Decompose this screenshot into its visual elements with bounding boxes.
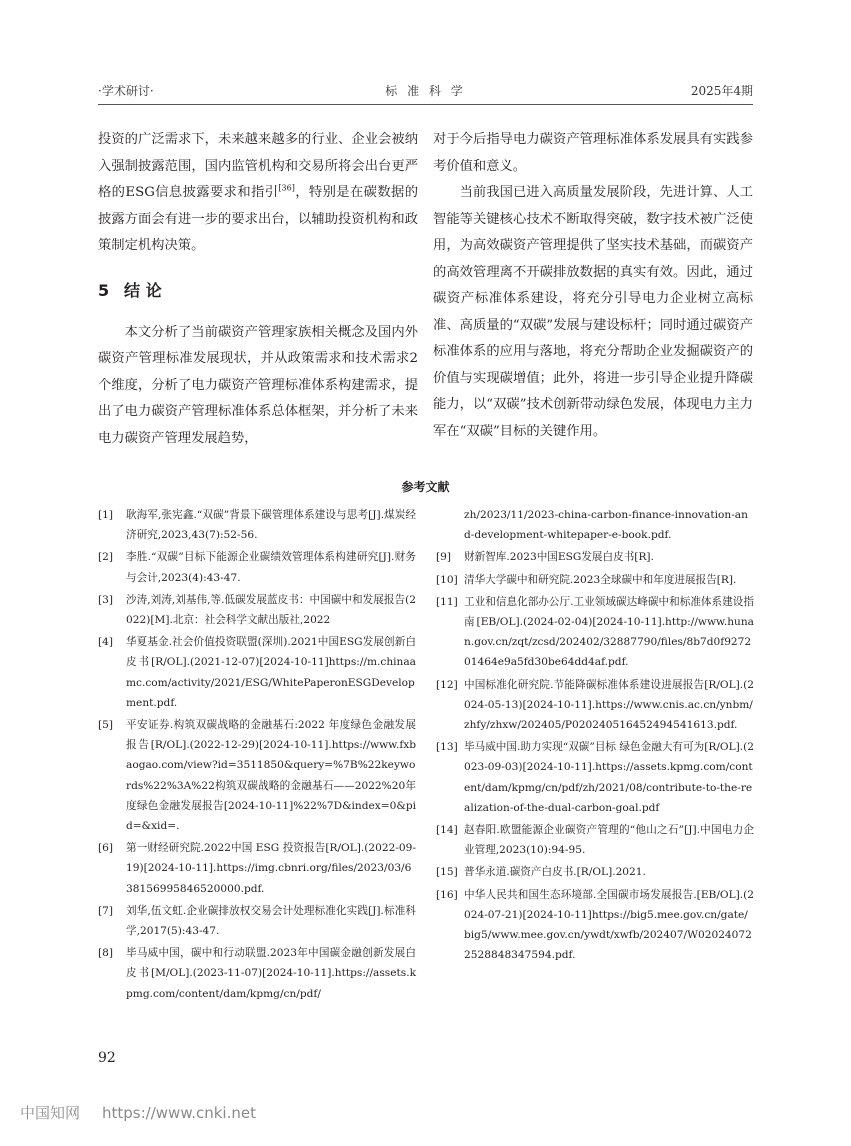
paragraph-right-2: 当前我国已进入高质量发展阶段，先进计算、人工智能等关键核心技术不断取得突破，数字技术被广泛使用，为高效碳资产管理提供了坚实技术基础，而碳资产的高效管理离不开碳排放数据的真实有效。因此，通过碳资产标准体系建设，将充分引导电力企业树立高标准、高质量的“双碳”发展与建设标杆；同时通过碳资产标准体系的应用与落地，将充分帮助企业发掘碳资产的价值与实现碳增值；此外，将进一步引导企业提升降碳能力，以“双碳”技术创新带动绿色发展，体现电力主力军在“双碳”目标的关键作用。 <box>433 185 753 439</box>
reference-item <box>436 675 754 736</box>
header-rule <box>98 104 753 105</box>
reference-text: 赵春阳.欧盟能源企业碳资产管理的“他山之石”[J].中国电力企业管理,2023(10):94-95. <box>464 824 754 857</box>
reference-number: [6] <box>98 842 114 855</box>
reference-text: 毕马威中国.助力实现“双碳”目标 绿色金融大有可为[R/OL].(2023-09-03)[2024-10-11].https://assets.kpmg.com/content/dam/kpmg/cn/pdf/zh/2021/08/contribute-to-the-realization-of-the-dual-carbon-goal.pdf <box>464 741 754 814</box>
section-heading <box>98 278 418 304</box>
references-column-right <box>436 505 754 967</box>
paragraph-text: ，特别是在碳数据的披露方面会有进一步的要求出台，以辅助投资机构和政策制定机构决策。 <box>98 185 418 253</box>
reference-text: 耿海军,张宪鑫.“双碳”背景下碳管理体系建设与思考[J].煤炭经济研究,2023,43(7):52-56. <box>126 509 416 542</box>
reference-item <box>436 570 754 590</box>
body-column-left <box>98 127 418 452</box>
reference-item <box>436 592 754 673</box>
reference-item <box>98 547 416 587</box>
reference-item <box>436 547 754 567</box>
header-issue: 2025年4期 <box>690 84 753 98</box>
reference-text: 中国标准化研究院.节能降碳标准体系建设进展报告[R/OL].(2024-05-13)[2024-10-11].https://www.cnis.ac.cn/ynbm/zhfy/zhxw/202405/P020240516452494541613.pdf. <box>464 678 754 732</box>
reference-item <box>436 737 754 818</box>
reference-item <box>98 943 416 1004</box>
watermark-url[interactable]: https://www.cnki.net <box>102 1104 256 1122</box>
section-number: 5 <box>98 280 110 300</box>
reference-number: [8] <box>98 947 114 960</box>
paragraph-left-2: 本文分析了当前碳资产管理家族相关概念及国内外碳资产管理标准发展现状，并从政策需求和技术需求2个维度，分析了电力碳资产管理标准体系构建需求，提出了电力碳资产管理标准体系总体框架，并分析了未来电力碳资产管理发展趋势， <box>98 324 418 446</box>
reference-text: zh/2023/11/2023-china-carbon-finance-innovation-and-development-whitepaper-e-book.pdf. <box>464 509 748 542</box>
paragraph-text: 投资的广泛需求下，未来越来越多的行业、企业会被纳入强制披露范围，国内监管机构和交易所将会出台更严格的ESG信息披露要求和指引 <box>98 132 418 200</box>
reference-item <box>436 885 754 966</box>
reference-item <box>98 632 416 713</box>
reference-number: [12] <box>436 678 458 691</box>
reference-text: 工业和信息化部办公厅.工业领域碳达峰碳中和标准体系建设指南[EB/OL].(2024-02-04)[2024-10-11].http://www.hunan.gov.cn/zqt/zcsd/202402/32887790/files/8b7d0f927201464e9a5fd30be64dd4af.pdf. <box>464 595 754 669</box>
references-column-left <box>98 505 416 1006</box>
reference-number: [11] <box>436 595 458 608</box>
reference-item <box>98 505 416 545</box>
reference-text: 中华人民共和国生态环境部.全国碳市场发展报告.[EB/OL].(2024-07-21)[2024-10-11]https://big5.mee.gov.cn/gate/big5/www.mee.gov.cn/ywdt/xwfb/202407/W020240722528848347594.pdf. <box>464 888 754 962</box>
reference-number: [16] <box>436 888 458 901</box>
page-number: 92 <box>98 1050 116 1066</box>
reference-number: [9] <box>436 551 452 564</box>
reference-text: 财新智库.2023中国ESG发展白皮书[R]. <box>464 551 654 564</box>
reference-number: [5] <box>98 719 114 732</box>
reference-number <box>436 505 464 545</box>
header-journal-title: 标 准 科 学 <box>385 84 466 98</box>
references-title: 参考文献 <box>401 480 450 494</box>
body-column-right <box>433 127 753 445</box>
reference-text: 平安证券.构筑双碳战略的金融基石:2022 年度绿色金融发展报告[R/OL].(2022-12-29)[2024-10-11].https://www.fxbaogao.com/view?id=3511850&query=%7B%22keywords%22%3A%22构筑双碳战略的金融基石——2022%20年度绿色金融发展报告[2024-10-11]%22%7D&index=0&pid=&xid=. <box>126 719 416 833</box>
header-section-label: ·学术研讨· <box>98 84 154 98</box>
reference-number: [15] <box>436 866 458 879</box>
reference-number: [2] <box>98 551 114 564</box>
paragraph-left-1 <box>98 127 418 260</box>
reference-number: [10] <box>436 573 458 586</box>
reference-text: 华夏基金.社会价值投资联盟(深圳).2021中国ESG发展创新白皮书[R/OL].(2021-12-07)[2024-10-11]https://m.chinaamc.com/activity/2021/ESG/WhitePaperonESGDevelopment.pdf. <box>126 636 416 709</box>
reference-item <box>98 901 416 941</box>
reference-text: 沙涛,刘涛,刘基伟,等.低碳发展蓝皮书：中国碳中和发展报告(2022)[M].北京：社会科学文献出版社,2022 <box>126 593 416 627</box>
reference-number: [1] <box>98 509 114 521</box>
reference-item <box>436 862 754 882</box>
watermark-brand: 中国知网 <box>20 1104 81 1122</box>
reference-text: 刘华,伍文虹.企业碳排放权交易会计处理标准化实践[J].标准科学,2017(5):43-47. <box>126 904 416 938</box>
reference-item <box>98 715 416 836</box>
reference-text: 清华大学碳中和研究院.2023全球碳中和年度进展报告[R]. <box>464 573 737 586</box>
reference-text: 第一财经研究院.2022中国 ESG 投资报告[R/OL].(2022-09-19)[2024-10-11].https://img.cbnri.org/files/2023/03/638156995846520000.pdf. <box>126 842 416 895</box>
reference-text: 毕马威中国，碳中和行动联盟.2023年中国碳金融创新发展白皮书[M/OL].(2023-11-07)[2024-10-11].https://assets.kpmg.com/content/dam/kpmg/cn/pdf/ <box>126 947 416 1000</box>
reference-number: [13] <box>436 741 458 754</box>
reference-item <box>98 838 416 899</box>
reference-number: [14] <box>436 824 458 837</box>
paragraph-right-1: 对于今后指导电力碳资产管理标准体系发展具有实践参考价值和意义。 <box>433 132 753 174</box>
reference-item <box>436 505 754 545</box>
reference-item <box>98 590 416 630</box>
citation-superscript[interactable]: [36] <box>278 183 295 193</box>
watermark <box>20 1102 256 1123</box>
section-title: 结 论 <box>124 280 162 300</box>
reference-number: [4] <box>98 636 114 649</box>
reference-text: 普华永道.碳资产白皮书.[R/OL].2021. <box>464 866 646 879</box>
reference-number: [3] <box>98 593 114 606</box>
reference-text: 李胜.“双碳”目标下能源企业碳绩效管理体系构建研究[J].财务与会计,2023(4):43-47. <box>126 551 416 584</box>
reference-item <box>436 820 754 860</box>
reference-number: [7] <box>98 904 114 917</box>
